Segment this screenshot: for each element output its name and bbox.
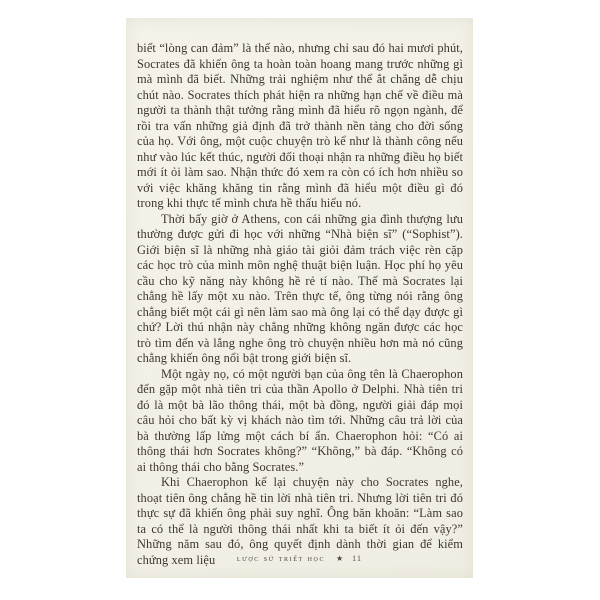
page-number: 11 (351, 553, 363, 563)
paragraph: Thời bấy giờ ở Athens, con cái những gia đình thượng lưu thường được gửi đi học với những “Nhà biện sĩ” (“Sophist”). Giới biện sĩ là những nhà giáo tài giỏi đảm trách việc rèn cặp các học trò của mình môn nghệ thuật biện luận. Học phí họ yêu cầu cho kỹ năng này không hề rẻ tí nào. Thế mà Socrates lại chẳng hề lấy một xu nào. Trên thực tế, ông từng nói rằng ông chẳng biết một cái gì nên làm sao mà ông lại có thể dạy được gì chứ? Lời thú nhận này chẳng những không ngăn được các học trò tìm đến và lắng nghe ông trò chuyện nhiều hơn mà nó cũng chẳng khiến ông nổi bật trong giới biện sĩ. (137, 211, 463, 365)
page-footer (126, 553, 473, 563)
paragraph: biết “lòng can đảm” là thế nào, nhưng chỉ sau đó hai mươi phút, Socrates đã khiến ông ta hoàn toàn hoang mang trước những gì mà mình đã biết. Những trải nghiệm như thế ắt chẳng dễ chịu chút nào. Socrates thích phát hiện ra những hạn chế về điều mà người ta thành thật tưởng rằng mình đã hiểu rõ ngọn ngành, để rồi tra vấn những giả định đã trở thành nền tảng cho đời sống của họ. Với ông, một cuộc chuyện trò kể như là thành công nếu như vào lúc kết thúc, người đối thoại nhận ra những điều họ biết mới ít ỏi làm sao. Nhận thức đó xem ra còn có ích hơn nhiều so với việc khăng khăng tin rằng mình đã hiểu một điều gì đó trong khi thực tế mình chưa hề thấu hiểu nó. (137, 41, 463, 210)
paragraph: Một ngày nọ, có một người bạn của ông tên là Chaerophon đến gặp một nhà tiên tri của thần Apollo ở Delphi. Nhà tiên tri đó là một bà lão thông thái, một bà đồng, người giải đáp mọi câu hỏi cho bất kỳ vị khách nào tìm tới. Những câu trả lời của bà thường lấp lửng một cách bí ẩn. Chaerophon hỏi: “Có ai thông thái hơn Socrates không?” “Không,” bà đáp. “Không có ai thông thái cho bằng Socrates.” (137, 366, 463, 474)
book-page (126, 18, 473, 578)
footer-book-title: lược sử triết học (236, 553, 326, 563)
page-text (137, 41, 463, 568)
star-icon: ★ (335, 554, 344, 563)
paragraph: Khi Chaerophon kể lại chuyện này cho Socrates nghe, thoạt tiên ông chẳng hề tin lời nhà tiên tri. Nhưng lời tiên tri đó thực sự đã khiến ông phải suy nghĩ. Ông băn khoăn: “Làm sao ta có thể là người thông thái nhất khi ta biết ít ỏi đến vậy?” Những năm sau đó, ông quyết định dành thời gian để kiểm chứng xem liệu (137, 475, 463, 567)
